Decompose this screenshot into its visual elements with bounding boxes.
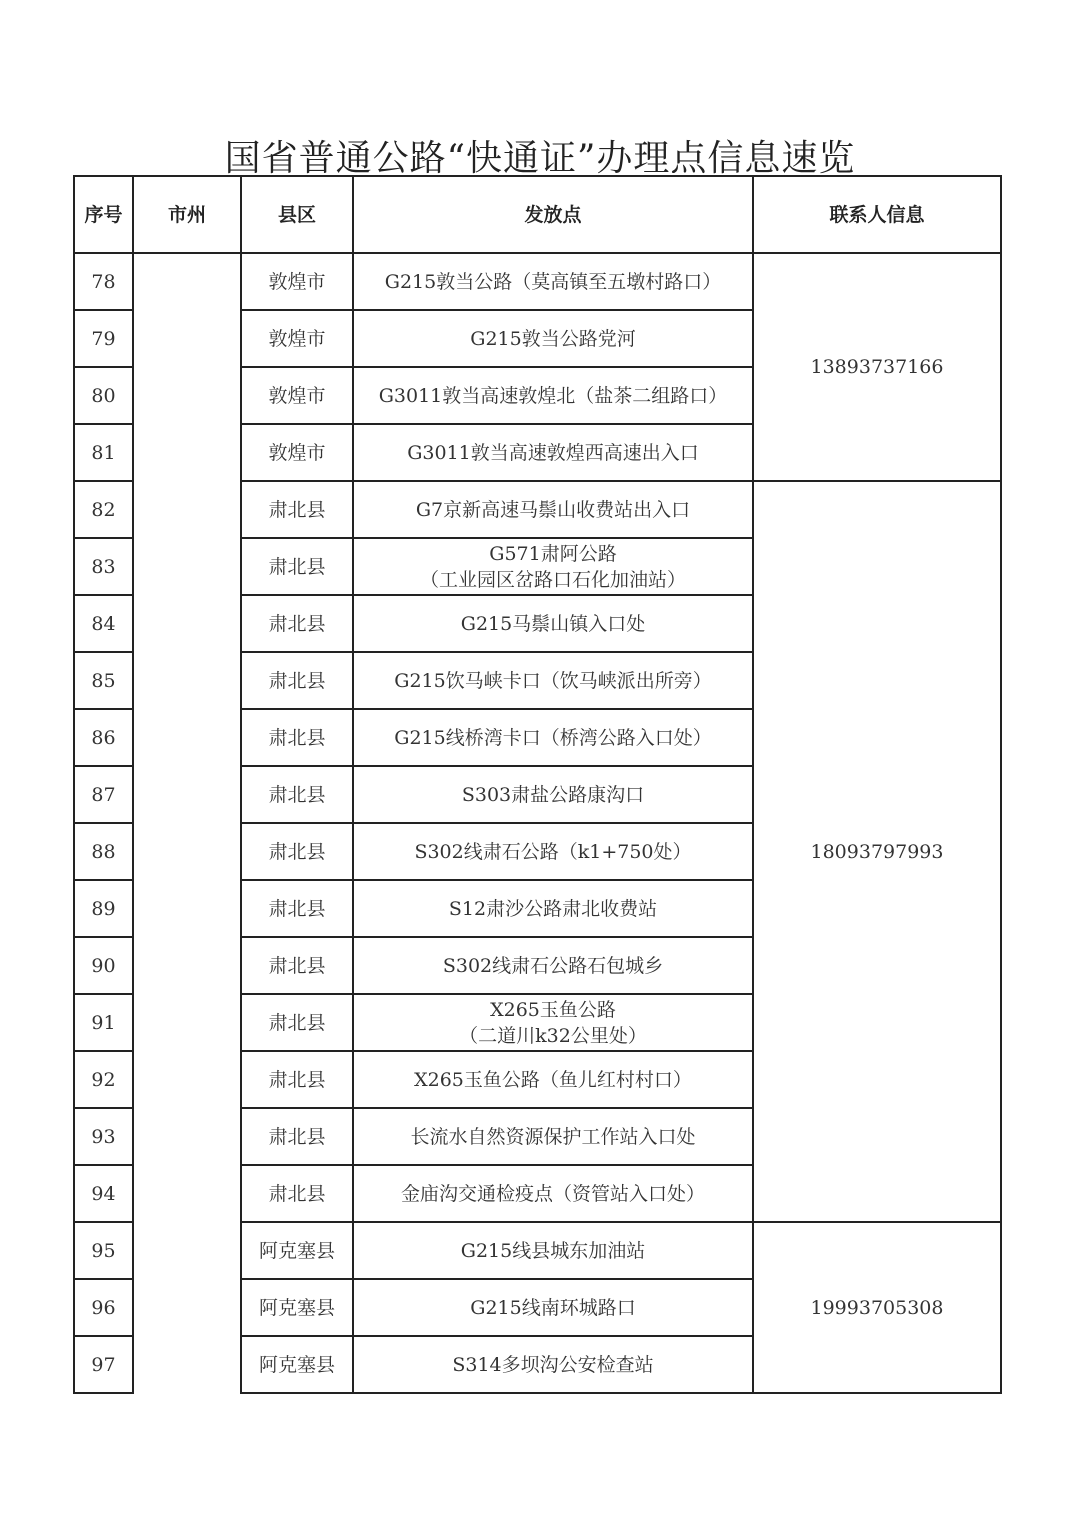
contact-cell: 19993705308: [753, 1222, 1001, 1393]
county-cell: 肃北县: [241, 766, 353, 823]
seq-cell: 94: [74, 1165, 133, 1222]
site-cell: S314多坝沟公安检查站: [353, 1336, 753, 1393]
seq-cell: 79: [74, 310, 133, 367]
county-cell: 阿克塞县: [241, 1279, 353, 1336]
header-contact: 联系人信息: [753, 176, 1001, 253]
site-cell: S302线肃石公路石包城乡: [353, 937, 753, 994]
county-cell: 肃北县: [241, 880, 353, 937]
county-cell: 肃北县: [241, 937, 353, 994]
header-site: 发放点: [353, 176, 753, 253]
seq-cell: 95: [74, 1222, 133, 1279]
seq-cell: 78: [74, 253, 133, 310]
table-body: [74, 253, 1001, 1393]
site-cell: G215饮马峡卡口（饮马峡派出所旁）: [353, 652, 753, 709]
seq-cell: 96: [74, 1279, 133, 1336]
site-cell: X265玉鱼公路（鱼儿红村村口）: [353, 1051, 753, 1108]
site-cell: G571肃阿公路 （工业园区岔路口石化加油站）: [353, 538, 753, 595]
county-cell: 敦煌市: [241, 310, 353, 367]
site-cell: G215线南环城路口: [353, 1279, 753, 1336]
site-cell: 金庙沟交通检疫点（资管站入口处）: [353, 1165, 753, 1222]
seq-cell: 84: [74, 595, 133, 652]
county-cell: 肃北县: [241, 538, 353, 595]
seq-cell: 85: [74, 652, 133, 709]
seq-cell: 90: [74, 937, 133, 994]
site-cell: 长流水自然资源保护工作站入口处: [353, 1108, 753, 1165]
site-cell: G215敦当公路党河: [353, 310, 753, 367]
site-cell: G7京新高速马鬃山收费站出入口: [353, 481, 753, 538]
site-cell: G215线县城东加油站: [353, 1222, 753, 1279]
site-cell: S12肃沙公路肃北收费站: [353, 880, 753, 937]
seq-cell: 86: [74, 709, 133, 766]
site-cell: S303肃盐公路康沟口: [353, 766, 753, 823]
county-cell: 肃北县: [241, 652, 353, 709]
header-seq: 序号: [74, 176, 133, 253]
county-cell: 敦煌市: [241, 424, 353, 481]
contact-cell: 13893737166: [753, 253, 1001, 481]
county-cell: 阿克塞县: [241, 1222, 353, 1279]
seq-cell: 82: [74, 481, 133, 538]
site-cell: X265玉鱼公路 （二道川k32公里处）: [353, 994, 753, 1051]
county-cell: 敦煌市: [241, 253, 353, 310]
county-cell: 阿克塞县: [241, 1336, 353, 1393]
county-cell: 敦煌市: [241, 367, 353, 424]
site-cell: G215马鬃山镇入口处: [353, 595, 753, 652]
seq-cell: 83: [74, 538, 133, 595]
seq-cell: 91: [74, 994, 133, 1051]
county-cell: 肃北县: [241, 1051, 353, 1108]
seq-cell: 88: [74, 823, 133, 880]
site-cell: G3011敦当高速敦煌西高速出入口: [353, 424, 753, 481]
header-city: 市州: [133, 176, 241, 253]
seq-cell: 92: [74, 1051, 133, 1108]
site-cell: G215线桥湾卡口（桥湾公路入口处）: [353, 709, 753, 766]
site-cell: S302线肃石公路（k1+750处）: [353, 823, 753, 880]
table-header-row: [74, 176, 1001, 253]
seq-cell: 97: [74, 1336, 133, 1393]
county-cell: 肃北县: [241, 823, 353, 880]
county-cell: 肃北县: [241, 481, 353, 538]
county-cell: 肃北县: [241, 709, 353, 766]
seq-cell: 81: [74, 424, 133, 481]
site-cell: G215敦当公路（莫高镇至五墩村路口）: [353, 253, 753, 310]
county-cell: 肃北县: [241, 1165, 353, 1222]
table-row: [74, 253, 1001, 310]
seq-cell: 93: [74, 1108, 133, 1165]
page-title: 国省普通公路“快通证”办理点信息速览: [224, 138, 856, 179]
city-cell: [133, 253, 241, 1393]
seq-cell: 87: [74, 766, 133, 823]
seq-cell: 89: [74, 880, 133, 937]
site-cell: G3011敦当高速敦煌北（盐茶二组路口）: [353, 367, 753, 424]
county-cell: 肃北县: [241, 595, 353, 652]
issuing-points-table: [73, 175, 1002, 1394]
contact-cell: 18093797993: [753, 481, 1001, 1222]
seq-cell: 80: [74, 367, 133, 424]
county-cell: 肃北县: [241, 1108, 353, 1165]
county-cell: 肃北县: [241, 994, 353, 1051]
header-county: 县区: [241, 176, 353, 253]
